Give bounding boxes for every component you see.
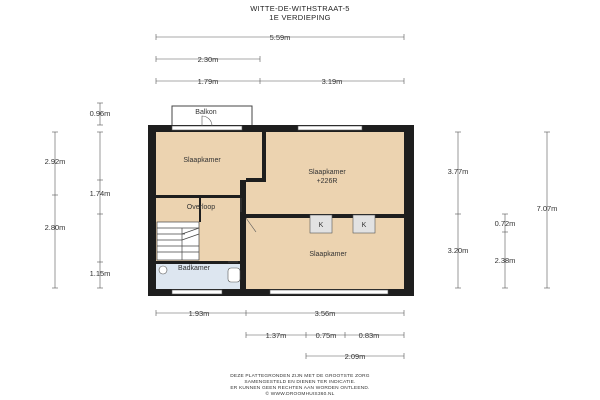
dim-top-total: 5.59m: [269, 33, 291, 42]
dim-bottom-4: 0.75m: [315, 331, 337, 340]
bedroom-top-left-label: Slaapkamer: [183, 157, 221, 164]
bedroom-large-label: Slaapkamer: [308, 169, 346, 176]
disclaimer-line-3: ER KUNNEN GEEN RECHTEN AAN WORDEN ONTLEEND.: [230, 386, 370, 391]
dim-right-total: 7.07m: [536, 204, 558, 213]
dim-left-1: 2.92m: [44, 157, 66, 166]
sink-icon: [228, 268, 240, 282]
dim-bottom-6: 2.09m: [344, 352, 366, 361]
dim-bottom-3: 1.37m: [265, 331, 287, 340]
floor-title: 1E VERDIEPING: [269, 13, 331, 22]
dim-top-b: 3.19m: [321, 77, 343, 86]
address-title: WITTE-DE-WITHSTRAAT-5: [250, 4, 350, 13]
bathroom-label: Badkamer: [178, 265, 210, 272]
landing-label: Overloop: [186, 204, 216, 211]
closet-1-label: K: [318, 222, 324, 229]
dim-right-4: 2.38m: [494, 256, 516, 265]
toilet-icon: [159, 266, 167, 274]
disclaimer-line-1: DEZE PLATTEGRONDEN ZIJN MET DE GROOTSTE ZORG: [230, 374, 370, 379]
disclaimer: [180, 374, 420, 398]
closet-2-label: K: [361, 222, 367, 229]
balcony-label: Balkon: [195, 109, 217, 116]
dim-left-balcony: 0.96m: [89, 109, 111, 118]
dim-right-2: 3.20m: [447, 246, 469, 255]
dim-bottom-1: 1.93m: [188, 309, 210, 318]
dim-right-3: 0.72m: [494, 219, 516, 228]
disclaimer-line-2: SAMENGESTELD EN DIENEN TER INDICATIE.: [244, 380, 356, 385]
dim-top-a: 1.79m: [197, 77, 219, 86]
dim-top-left: 2.30m: [197, 55, 219, 64]
dim-bottom-5: 0.83m: [358, 331, 380, 340]
disclaimer-line-4: © WWW.DROOMHUIS360.NL: [265, 392, 335, 397]
bedroom-large-height: +226R: [316, 178, 338, 185]
staircase: [157, 222, 199, 260]
bedroom-bottom-label: Slaapkamer: [309, 251, 347, 258]
dim-right-1: 3.77m: [447, 167, 469, 176]
dim-left-2: 1.74m: [89, 189, 111, 198]
dim-left-4: 1.15m: [89, 269, 111, 278]
dim-bottom-2: 3.56m: [314, 309, 336, 318]
dim-left-3: 2.80m: [44, 223, 66, 232]
